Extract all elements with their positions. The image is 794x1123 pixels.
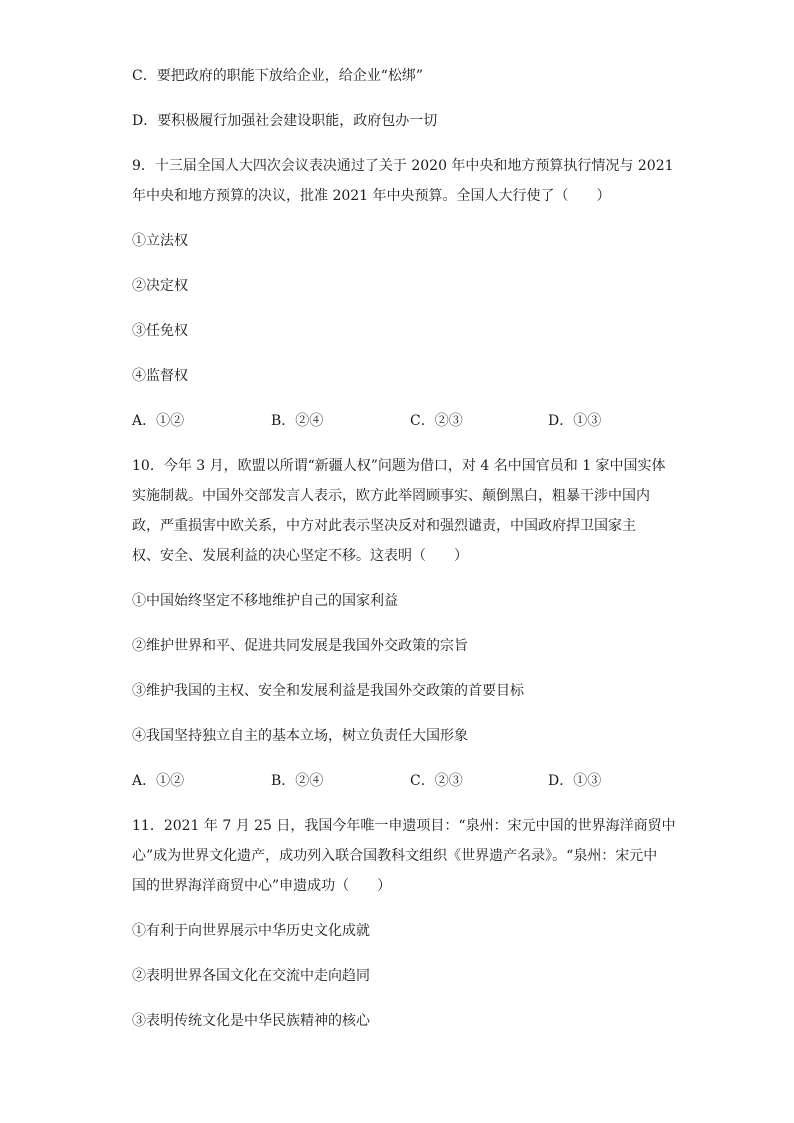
q9-item4: ④监督权 (132, 368, 188, 384)
q9-stem-line1: 9．十三届全国人大四次会议表决通过了关于 2020 年中央和地方预算执行情况与 2021 (132, 158, 674, 174)
q10-choice-a: A．①② (132, 773, 185, 789)
q10-stem-line3: 政，严重损害中欧关系，中方对此表示坚决反对和强烈谴责，中国政府捍卫国家主 (132, 518, 636, 534)
q10-item4: ④我国坚持独立自主的基本立场，树立负责任大国形象 (132, 728, 468, 744)
q9-choice-a: A．①② (132, 413, 185, 429)
q9-choice-d: D．①③ (548, 413, 602, 429)
q9-item1: ①立法权 (132, 233, 188, 249)
q11-item2: ②表明世界各国文化在交流中走向趋同 (132, 968, 370, 984)
q10-item2: ②维护世界和平、促进共同发展是我国外交政策的宗旨 (132, 638, 468, 654)
q10-item3: ③维护我国的主权、安全和发展利益是我国外交政策的首要目标 (132, 683, 524, 699)
q11-stem-line2: 心”成为世界文化遗产，成功列入联合国教科文组织《世界遗产名录》。“泉州：宋元中 (132, 848, 658, 864)
q9-item3: ③任免权 (132, 323, 188, 339)
q9-choices (132, 411, 652, 431)
q9-item2: ②决定权 (132, 278, 188, 294)
q9-choice-b: B．②④ (271, 413, 324, 429)
q10-stem-line4: 权、安全、发展利益的决心坚定不移。这表明（ ） (132, 548, 468, 564)
q10-stem-line1: 10．今年 3 月，欧盟以所谓“新疆人权”问题为借口，对 4 名中国官员和 1 家中国实体 (132, 458, 666, 474)
q10-choice-b: B．②④ (271, 773, 324, 789)
q10-item1: ①中国始终坚定不移地维护自己的国家利益 (132, 593, 398, 609)
q10-choice-d: D．①③ (548, 773, 602, 789)
q10-stem-line2: 实施制裁。中国外交部发言人表示，欧方此举罔顾事实、颠倒黑白，粗暴干涉中国内 (132, 488, 650, 504)
q11-stem-line1: 11．2021 年 7 月 25 日，我国今年唯一申遗项目：“泉州：宋元中国的世界海洋商贸中 (132, 818, 676, 834)
q8-option-d: D．要积极履行加强社会建设职能，政府包办一切 (132, 113, 438, 129)
q9-stem-line2: 年中央和地方预算的决议，批准 2021 年中央预算。全国人大行使了（ ） (132, 188, 611, 204)
q11-stem-line3: 国的世界海洋商贸中心”申遗成功（ ） (132, 878, 392, 894)
q8-option-c: C．要把政府的职能下放给企业，给企业“松绑” (132, 68, 424, 84)
q9-choice-c: C．②③ (410, 413, 463, 429)
q10-choice-c: C．②③ (410, 773, 463, 789)
q10-choices (132, 771, 652, 791)
q11-item3: ③表明传统文化是中华民族精神的核心 (132, 1013, 370, 1029)
q11-item1: ①有利于向世界展示中华历史文化成就 (132, 923, 370, 939)
